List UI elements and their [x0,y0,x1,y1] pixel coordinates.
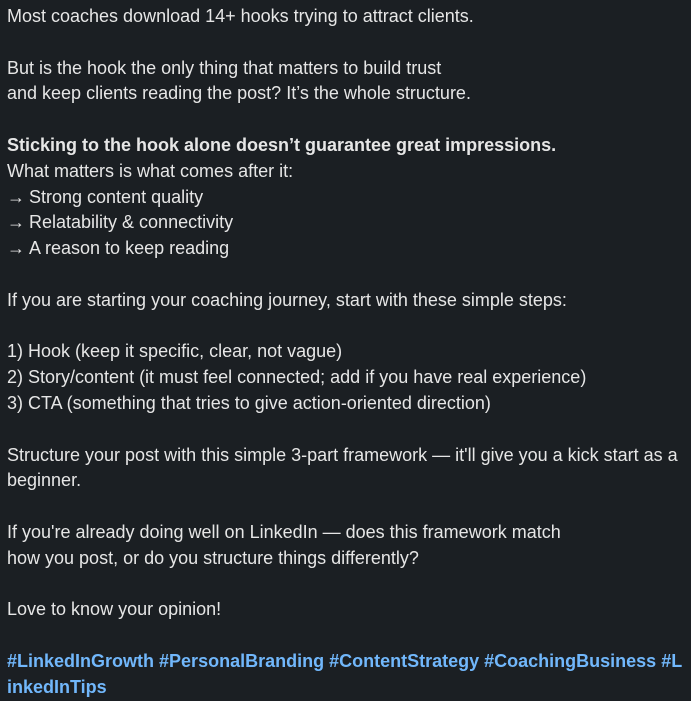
arrow-list-item [7,210,683,236]
post-line-question-2: how you post, or do you structure things differently? [7,547,419,568]
post-line-structure: and keep clients reading the post? It’s the whole structure. [7,83,471,104]
post-line-closing: Love to know your opinion! [7,599,222,620]
post-line-steps-intro: If you are starting your coaching journey, start with these simple steps: [7,289,567,310]
hashtag-link[interactable]: #LinkedInTips [7,650,683,697]
post-line-bold-statement: Sticking to the hook alone doesn’t guarantee great impressions. [7,134,557,155]
step-item: 1) Hook (keep it specific, clear, not vague) [7,341,343,362]
blank-line [7,262,683,288]
hashtag-link[interactable]: #ContentStrategy [329,650,480,671]
blank-line [7,107,683,133]
post-line-question: But is the hook the only thing that matters to build trust [7,57,442,78]
step-item: 3) CTA (something that tries to give action-oriented direction) [7,392,491,413]
post-line-framework: Structure your post with this simple 3-part framework — it'll give you a kick start as a beginner. [7,444,678,491]
right-arrow-icon: → [7,238,25,259]
hashtag-link[interactable]: #CoachingBusiness [484,650,657,671]
blank-line [7,417,683,443]
hashtag-list [7,649,683,701]
arrow-list-item-text: A reason to keep reading [29,238,230,259]
post-line-question-1: If you're already doing well on LinkedIn — does this framework match [7,521,561,542]
arrow-list-item [7,236,683,262]
right-arrow-icon: → [7,212,25,233]
blank-line [7,30,683,56]
hashtag-link[interactable]: #PersonalBranding [159,650,325,671]
arrow-list-item [7,185,683,211]
hashtag-link[interactable]: #LinkedInGrowth [7,650,155,671]
blank-line [7,314,683,340]
post-line-what-matters: What matters is what comes after it: [7,160,294,181]
arrow-list-item-text: Relatability & connectivity [29,212,234,233]
right-arrow-icon: → [7,186,25,207]
blank-line [7,623,683,649]
blank-line [7,572,683,598]
arrow-list-item-text: Strong content quality [29,186,204,207]
step-item: 2) Story/content (it must feel connected; add if you have real experience) [7,367,587,388]
post-line-hooks: Most coaches download 14+ hooks trying to attract clients. [7,6,474,26]
blank-line [7,494,683,520]
